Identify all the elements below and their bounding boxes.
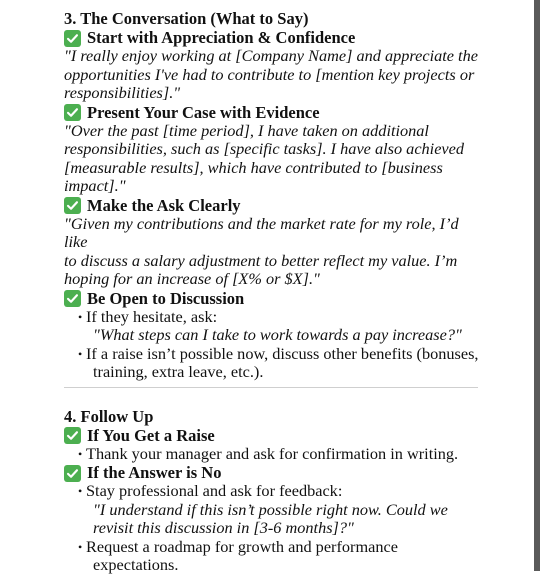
subheading-text: Start with Appreciation & Confidence — [87, 28, 356, 47]
subheading-text: Present Your Case with Evidence — [87, 102, 320, 122]
list-item-quote: "I understand if this isn’t possible right now. Could we — [93, 499, 448, 519]
quote-line: responsibilities, such as [specific tasks]. I have also achieved — [64, 139, 465, 158]
list-item-text: If they hesitate, ask: — [86, 306, 218, 326]
subheading-discussion — [64, 290, 484, 308]
scrollbar[interactable] — [534, 0, 540, 571]
check-mark-icon — [64, 104, 81, 121]
check-mark-icon — [64, 197, 81, 214]
subheading-evidence — [64, 104, 484, 122]
raise-list — [64, 445, 484, 464]
list-item-text-cont: training, extra leave, etc.). — [93, 362, 264, 381]
document-body — [64, 9, 484, 575]
list-item — [78, 538, 484, 575]
subheading-appreciation — [64, 29, 484, 47]
check-mark-icon — [64, 290, 81, 307]
subheading-ask — [64, 197, 484, 215]
check-mark-icon — [64, 427, 81, 444]
subheading-text: If You Get a Raise — [87, 425, 215, 445]
subheading-text: Be Open to Discussion — [87, 288, 245, 308]
quote-line: "I really enjoy working at [Company Name] and appreciate the — [64, 46, 478, 65]
quote-ask — [64, 215, 484, 289]
quote-line: responsibilities]." — [64, 83, 181, 102]
subheading-raise — [64, 427, 484, 445]
list-item — [78, 482, 484, 538]
quote-line: to discuss a salary adjustment to better reflect my value. I’m — [64, 250, 458, 270]
check-mark-icon — [64, 465, 81, 482]
list-item-text: Stay professional and ask for feedback: — [86, 481, 343, 500]
list-item-text-cont: expectations. — [93, 555, 179, 574]
list-item — [78, 345, 484, 382]
quote-evidence — [64, 122, 484, 196]
subheading-no — [64, 464, 484, 482]
quote-appreciation — [64, 47, 484, 103]
quote-line: "Over the past [time period], I have taken on additional — [64, 120, 429, 140]
discussion-list — [64, 308, 484, 382]
quote-line: "Given my contributions and the market rate for my role, I’d like — [64, 213, 459, 251]
no-list — [64, 482, 484, 575]
section-heading-conversation: 3. The Conversation (What to Say) — [64, 9, 309, 28]
check-mark-icon — [64, 30, 81, 47]
list-item — [78, 308, 484, 345]
list-item — [78, 445, 484, 464]
section-heading-follow-up: 4. Follow Up — [64, 406, 154, 426]
list-item-quote: revisit this discussion in [3-6 months]?" — [93, 518, 354, 537]
list-item-text: Thank your manager and ask for confirmation in writing. — [86, 443, 459, 463]
quote-line: impact]." — [64, 176, 126, 195]
list-item-text: If a raise isn’t possible now, discuss other benefits (bonuses, — [86, 343, 479, 363]
quote-line: [measurable results], which have contributed to [business — [64, 157, 443, 177]
quote-line: hoping for an increase of [X% or $X]." — [64, 269, 320, 288]
subheading-text: If the Answer is No — [87, 463, 222, 482]
list-item-text: Request a roadmap for growth and performance — [86, 536, 398, 556]
subheading-text: Make the Ask Clearly — [87, 195, 241, 215]
list-item-quote: "What steps can I take to work towards a pay increase?" — [93, 325, 462, 344]
quote-line: opportunities I've had to contribute to [mention key projects or — [64, 64, 475, 84]
